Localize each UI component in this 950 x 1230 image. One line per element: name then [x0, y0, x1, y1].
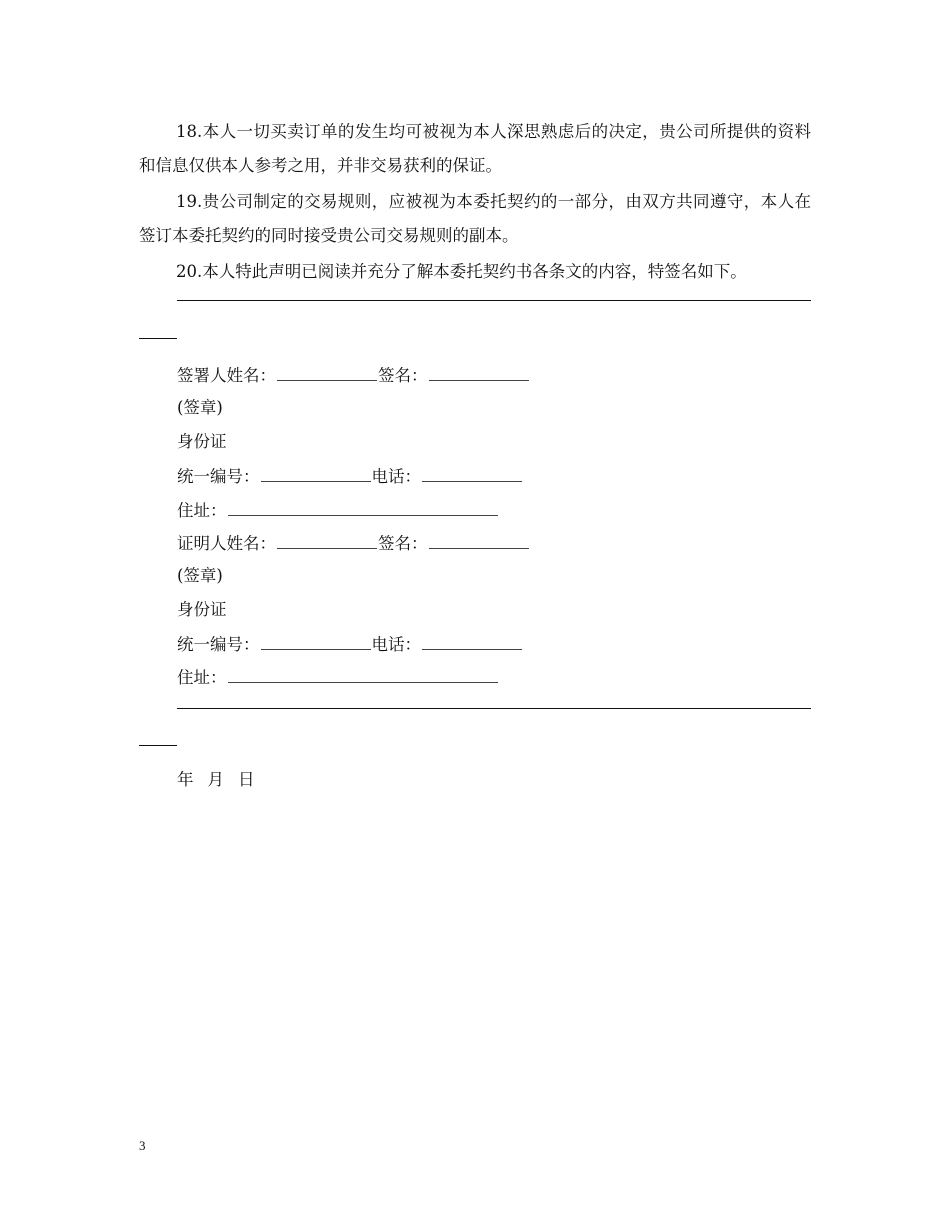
signer-name-label: 签署人姓名： — [177, 366, 276, 385]
signer-sign-field[interactable] — [429, 363, 529, 381]
signer-address-label: 住址： — [177, 501, 227, 520]
signer-address-row — [177, 498, 499, 523]
signer-name-row — [177, 363, 530, 388]
date-year: 年 — [177, 770, 194, 789]
clause-text: 贵公司制定的交易规则，应被视为本委托契约的一部分，由双方共同遵守，本人在签订本委托契约的同时接受贵公司交易规则的副本。 — [139, 192, 811, 245]
clause-19 — [139, 185, 811, 253]
witness-sign-label: 签名： — [378, 534, 428, 553]
signer-name-field[interactable] — [277, 363, 377, 381]
witness-address-row — [177, 665, 499, 690]
witness-serial-row — [177, 632, 523, 657]
clause-text: 本人特此声明已阅读并充分了解本委托契约书各条文的内容，特签名如下。 — [202, 262, 747, 281]
clause-text: 本人一切买卖订单的发生均可被视为本人深思熟虑后的决定，贵公司所提供的资料和信息仅供本人参考之用，并非交易获利的保证。 — [139, 122, 811, 175]
witness-seal: (签章) — [177, 566, 223, 585]
witness-name-field[interactable] — [277, 531, 377, 549]
signer-serial-label: 统一编号： — [177, 467, 260, 486]
date-day: 日 — [238, 770, 255, 789]
separator-rule — [177, 708, 811, 709]
witness-name-row — [177, 531, 530, 556]
clause-20 — [139, 255, 811, 289]
signer-phone-field[interactable] — [422, 464, 522, 482]
clause-number: 19. — [176, 192, 203, 211]
witness-name-label: 证明人姓名： — [177, 534, 276, 553]
signer-phone-label: 电话： — [371, 467, 421, 486]
date-month: 月 — [207, 770, 224, 789]
signer-address-field[interactable] — [228, 498, 498, 516]
signer-id-label: 身份证 — [177, 432, 227, 451]
signer-sign-label: 签名： — [378, 366, 428, 385]
witness-id-label: 身份证 — [177, 600, 227, 619]
signer-seal: (签章) — [177, 398, 223, 417]
separator-rule — [177, 300, 811, 301]
separator-rule-tail — [139, 338, 177, 339]
witness-serial-field[interactable] — [261, 632, 371, 650]
witness-phone-label: 电话： — [371, 635, 421, 654]
witness-phone-field[interactable] — [422, 632, 522, 650]
clause-number: 18. — [176, 122, 203, 141]
separator-rule-tail — [139, 745, 177, 746]
signer-serial-field[interactable] — [261, 464, 371, 482]
clause-18 — [139, 115, 811, 183]
date-line — [177, 768, 269, 792]
witness-sign-field[interactable] — [429, 531, 529, 549]
witness-address-field[interactable] — [228, 665, 498, 683]
witness-address-label: 住址： — [177, 668, 227, 687]
clause-number: 20. — [176, 262, 203, 281]
signer-serial-row — [177, 464, 523, 489]
witness-serial-label: 统一编号： — [177, 635, 260, 654]
page-number: 3 — [139, 1138, 146, 1153]
